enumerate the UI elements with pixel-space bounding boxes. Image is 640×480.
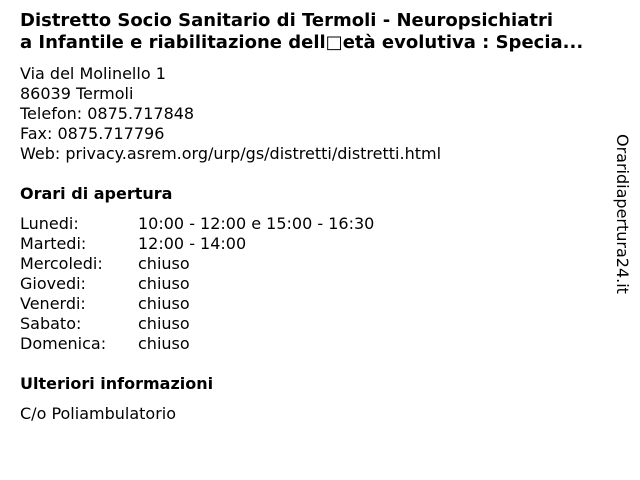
hours-row-friday xyxy=(20,294,374,314)
page-title xyxy=(20,10,610,54)
hours-row-tuesday xyxy=(20,234,374,254)
day-label: Mercoledi: xyxy=(20,254,103,273)
city-postcode: 86039 Termoli xyxy=(20,84,134,103)
hours-row-wednesday xyxy=(20,254,374,274)
day-label: Venerdi: xyxy=(20,294,86,313)
website: Web: privacy.asrem.org/urp/gs/distretti/distretti.html xyxy=(20,144,442,163)
page-title-line-2: a Infantile e riabilitazione dell□età evolutiva : Specia... xyxy=(20,32,584,53)
time-value: chiuso xyxy=(138,314,190,333)
further-info-text: C/o Poliambulatorio xyxy=(20,404,177,423)
phone-number: Telefon: 0875.717848 xyxy=(20,104,195,123)
day-label: Martedi: xyxy=(20,234,87,253)
hours-row-thursday xyxy=(20,274,374,294)
hours-row-sunday xyxy=(20,334,374,354)
time-value: 10:00 - 12:00 e 15:00 - 16:30 xyxy=(138,214,375,233)
hours-row-monday xyxy=(20,214,374,234)
day-label: Giovedi: xyxy=(20,274,86,293)
page-title-line-1: Distretto Socio Sanitario di Termoli - Neuropsichiatri xyxy=(20,10,553,31)
day-label: Domenica: xyxy=(20,334,107,353)
opening-hours-heading: Orari di apertura xyxy=(20,184,173,203)
time-value: 12:00 - 14:00 xyxy=(138,234,247,253)
address-block xyxy=(20,64,441,164)
day-label: Lunedi: xyxy=(20,214,79,233)
fax-number: Fax: 0875.717796 xyxy=(20,124,165,143)
hours-row-saturday xyxy=(20,314,374,334)
time-value: chiuso xyxy=(138,334,190,353)
further-info-heading: Ulteriori informazioni xyxy=(20,374,214,393)
site-brand-vertical: Oraridiapertura24.it xyxy=(613,134,632,294)
time-value: chiuso xyxy=(138,294,190,313)
day-label: Sabato: xyxy=(20,314,82,333)
opening-hours-table xyxy=(20,214,374,354)
street-address: Via del Molinello 1 xyxy=(20,64,166,83)
time-value: chiuso xyxy=(138,274,190,293)
time-value: chiuso xyxy=(138,254,190,273)
